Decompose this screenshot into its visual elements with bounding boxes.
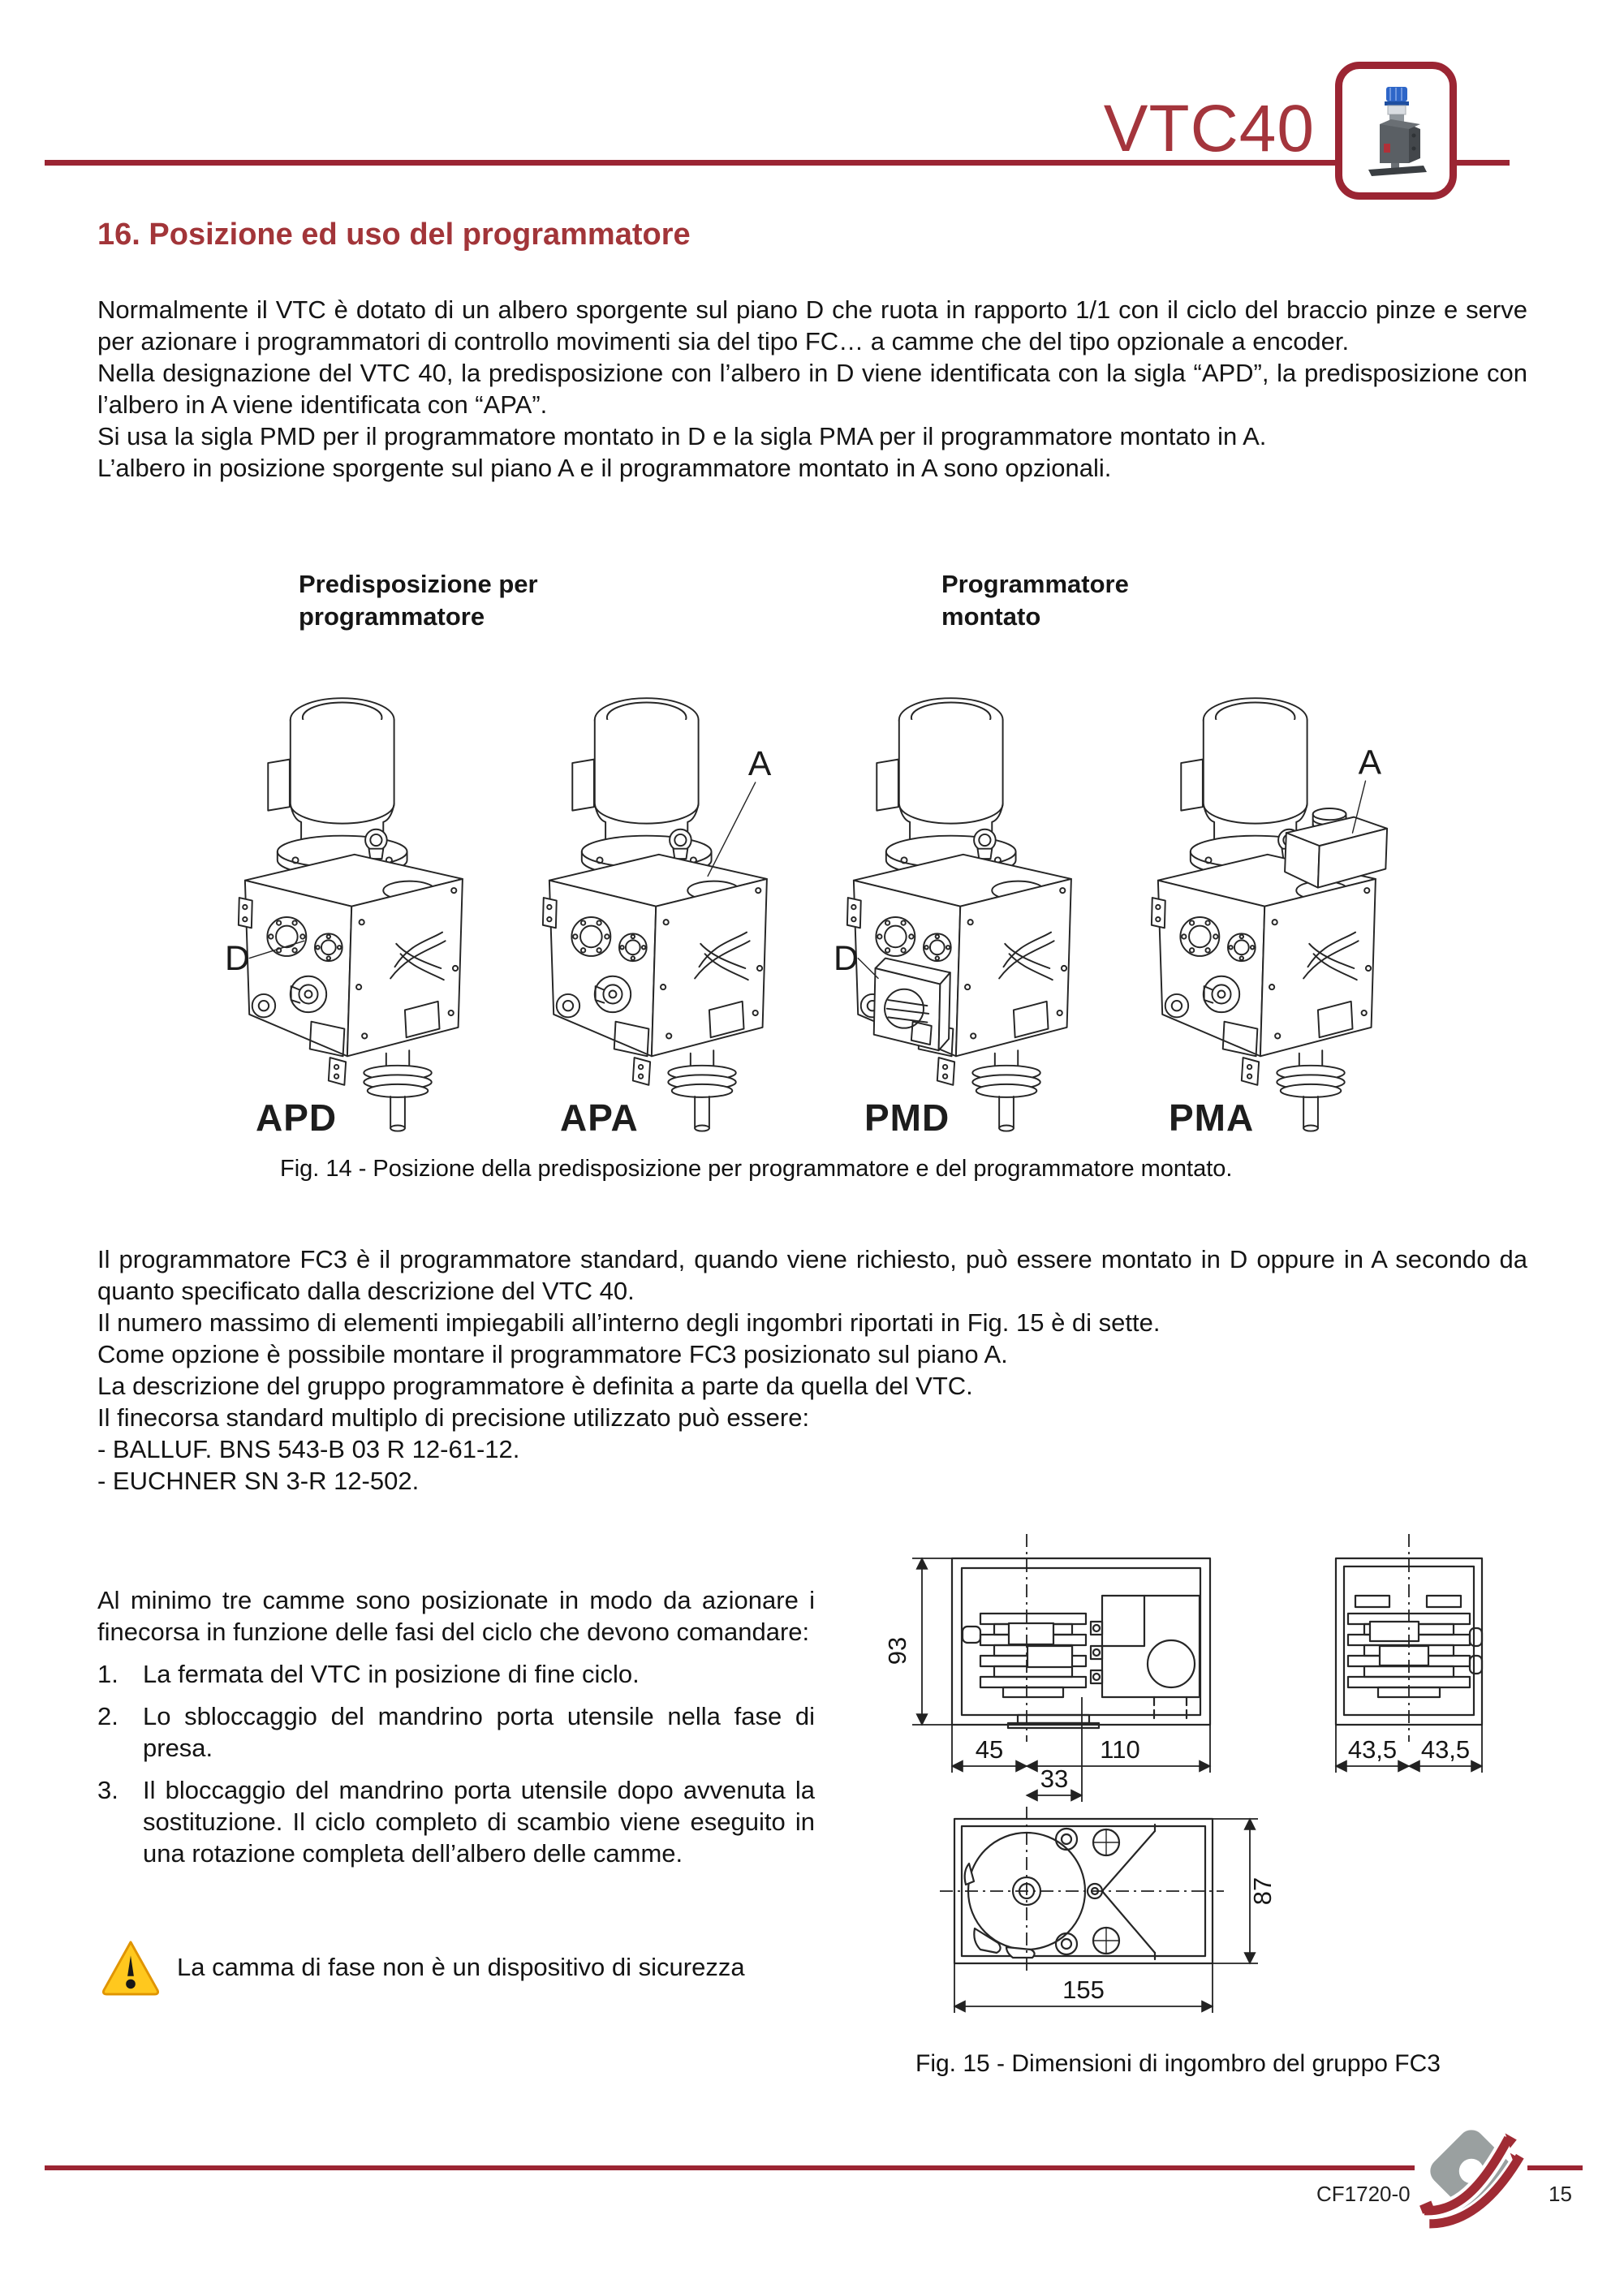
list-item	[97, 1658, 815, 1690]
list-line: - BALLUF. BNS 543-B 03 R 12-61-12.	[97, 1435, 520, 1463]
warning-text: La camma di fase non è un dispositivo di sicurezza	[177, 1953, 745, 1981]
annotation-a: A	[747, 744, 772, 784]
paragraph: Il numero massimo di elementi impiegabili all’interno degli ingombri riportati in Fig. 15 è di sette.	[97, 1308, 1161, 1337]
camme-list	[97, 1658, 815, 1869]
figure14-heading-right: Programmatore montato	[941, 570, 1129, 631]
dim-right-width: 110	[1100, 1735, 1140, 1764]
machine-pma-illustration	[1120, 680, 1412, 1141]
dim-top-height: 87	[1248, 1877, 1277, 1906]
paragraph: Si usa la sigla PMD per il programmatore montato in D e la sigla PMA per il programmatore montato in A.	[97, 422, 1267, 450]
figure15-drawing	[859, 1524, 1591, 2029]
drawing-label-apa: APA	[560, 1097, 639, 1139]
camme-intro: Al minimo tre camme sono posizionate in modo da azionare i finecorsa in funzione delle fasi del ciclo che devono comandare:	[97, 1586, 815, 1646]
paragraph: Nella designazione del VTC 40, la predisposizione con l’albero in D viene identificata con la sigla “APD”, la predisposizione con l’albero in A viene identificata con “APA”.	[97, 359, 1527, 419]
paragraph: Normalmente il VTC è dotato di un albero sporgente sul piano D che ruota in rapporto 1/1 con il ciclo del braccio pinze e serve per azionare i programmatori di controllo movimenti sia del tipo FC… a camme che del tipo opzionale a encoder.	[97, 295, 1527, 355]
dim-left-width: 45	[975, 1735, 1004, 1764]
machine-apa-illustration	[511, 680, 803, 1141]
list-number: 3.	[97, 1776, 118, 1804]
intro-paragraphs	[97, 294, 1527, 484]
drawing-pmd	[816, 680, 1108, 1141]
footer-rule	[45, 2165, 1415, 2170]
figure14-caption: Fig. 14 - Posizione della predisposizione per programmatore e del programmatore montato.	[280, 1156, 1233, 1182]
list-line: - EUCHNER SN 3-R 12-502.	[97, 1467, 420, 1495]
list-text: Lo sbloccaggio del mandrino porta utensile nella fase di presa.	[143, 1702, 815, 1762]
list-item	[97, 1774, 815, 1869]
annotation-a: A	[1358, 743, 1382, 782]
drawing-label-pma: PMA	[1169, 1097, 1255, 1139]
annotation-d: D	[225, 938, 250, 978]
warning-note	[99, 1938, 745, 1997]
list-text: La fermata del VTC in posizione di fine ciclo.	[143, 1660, 640, 1688]
drawing-apd	[207, 680, 499, 1141]
product-badge	[1335, 62, 1457, 200]
paragraph: La descrizione del gruppo programmatore è definita a parte da quella del VTC.	[97, 1372, 973, 1400]
brand-title: VTC40	[1103, 92, 1315, 166]
machine-pmd-illustration	[816, 680, 1108, 1141]
body-paragraphs	[97, 1243, 1527, 1497]
annotation-d: D	[834, 938, 859, 978]
dim-offset: 33	[1040, 1764, 1069, 1793]
section-title: 16. Posizione ed uso del programmatore	[97, 218, 691, 252]
drawing-label-apd: APD	[256, 1097, 338, 1139]
fc3-dimension-drawing	[859, 1524, 1591, 2029]
figure15-caption: Fig. 15 - Dimensioni di ingombro del gruppo FC3	[915, 2050, 1441, 2077]
paragraph: Come opzione è possibile montare il programmatore FC3 posizionato sul piano A.	[97, 1340, 1008, 1368]
paragraph: Il programmatore FC3 è il programmatore standard, quando viene richiesto, può essere montato in D oppure in A secondo da quanto specificato dalla descrizione del VTC 40.	[97, 1245, 1527, 1305]
dim-half-left: 43,5	[1347, 1735, 1398, 1764]
page-number: 15	[1549, 2182, 1572, 2206]
list-number: 1.	[97, 1660, 118, 1688]
list-number: 2.	[97, 1702, 118, 1730]
list-item	[97, 1700, 815, 1764]
dim-half-right: 43,5	[1420, 1735, 1471, 1764]
figure14-heading-left: Predisposizione per programmatore	[299, 570, 538, 631]
warning-triangle-icon	[99, 1938, 162, 1997]
paragraph: Il finecorsa standard multiplo di precisione utilizzato può essere:	[97, 1403, 810, 1432]
document-code: CF1720-0	[1316, 2182, 1411, 2206]
company-logo-icon	[1418, 2115, 1525, 2230]
dim-front-height: 93	[883, 1636, 911, 1665]
paragraph: L’albero in posizione sporgente sul piano A e il programmatore montato in A sono opzionali.	[97, 454, 1112, 482]
drawing-apa	[511, 680, 803, 1141]
dim-total-width: 155	[1062, 1976, 1105, 2004]
camme-section	[97, 1584, 815, 1869]
product-photo-icon	[1355, 82, 1437, 179]
drawing-pma	[1120, 680, 1412, 1141]
machine-apd-illustration	[207, 680, 499, 1141]
list-text: Il bloccaggio del mandrino porta utensile dopo avvenuta la sostituzione. Il ciclo completo di scambio viene eseguito in una rotazione completa dell’albero delle camme.	[143, 1776, 815, 1868]
footer-rule-right	[1527, 2165, 1583, 2170]
drawing-label-pmd: PMD	[864, 1097, 950, 1139]
